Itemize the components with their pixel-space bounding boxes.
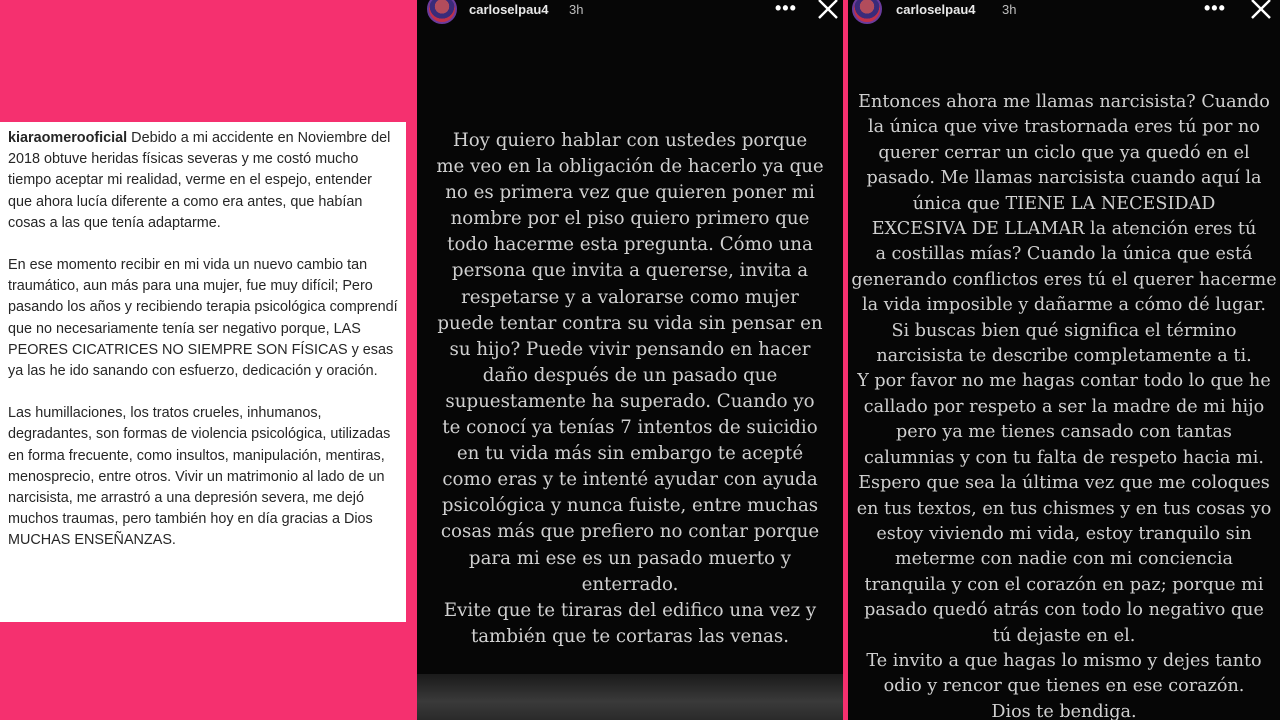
- story-text-line: pasado quedó atrás con todo lo negativo que: [864, 600, 1264, 621]
- story-panel-1: [417, 0, 843, 720]
- story-username[interactable]: carloselpau4: [469, 2, 549, 17]
- story-text-line: no es primera vez que quieren poner mi: [445, 182, 815, 204]
- story-panel-2: [848, 0, 1280, 720]
- story-text-line: Dios te bendiga.: [991, 701, 1137, 720]
- story-text: [417, 128, 843, 650]
- story-text-line: Y por favor no me hagas contar todo lo que he: [857, 371, 1271, 392]
- story-text-line: tranquila y con el corazón en paz; porque mi: [864, 574, 1264, 595]
- story-text-line: cosas más que prefiero no contar porque: [440, 521, 820, 543]
- story-text-line: la única que vive trastornada eres tú por no: [868, 117, 1260, 138]
- avatar[interactable]: [852, 0, 882, 24]
- story-text-line: Hoy quiero hablar con ustedes porque: [452, 130, 808, 151]
- story-text: [848, 90, 1280, 720]
- story-text-line: nombre por el piso quiero primero que: [450, 208, 810, 230]
- story-text-line: Espero que sea la última vez que me coloques: [858, 473, 1270, 494]
- story-header: [848, 0, 1280, 22]
- avatar[interactable]: [427, 0, 457, 24]
- story-text-line: odio y rencor que tienes en ese corazón.: [883, 676, 1245, 697]
- story-text-line: te conocí ya tenías 7 intentos de suicidio: [442, 417, 818, 439]
- story-text-line: como eras y te intenté ayudar con ayuda: [442, 469, 818, 491]
- story-text-line: pero ya me tienes cansado con tantas: [896, 422, 1232, 443]
- story-text-line: la vida imposible y dañarme a cómo dé lugar.: [862, 295, 1266, 316]
- story-text-line: también que te cortaras las venas.: [471, 625, 789, 647]
- story-text-line: supuestamente ha superado. Cuando yo: [445, 390, 815, 412]
- story-header: [417, 0, 843, 22]
- story-text-line: generando conflictos eres tú el querer hacerme: [851, 269, 1277, 290]
- story-text-line: querer cerrar un ciclo que ya quedó en el: [878, 142, 1250, 163]
- story-text-line: tú dejaste en el.: [992, 625, 1136, 646]
- story-text-line: estoy viviendo mi vida, estoy tranquilo sin: [876, 523, 1252, 544]
- story-text-line: daño después de un pasado que: [482, 364, 778, 386]
- story-text-line: callado por respeto a ser la madre de mi hijo: [863, 396, 1265, 417]
- caption-text-1: Debido a mi accidente en Noviembre del 2018 obtuve heridas físicas severas y me costó mucho tiempo aceptar mi realidad, verme en el espejo, entender que ahora lucía diferente a como era antes, que habían cosas a las que tenía adaptarme.: [8, 130, 391, 231]
- story-text-line: todo hacerme esta pregunta. Cómo una: [447, 234, 813, 256]
- story-username[interactable]: carloselpau4: [896, 2, 976, 17]
- story-text-line: psicológica y nunca fuiste, entre muchas: [441, 495, 819, 517]
- story-text-line: me veo en la obligación de hacerlo ya que: [436, 156, 824, 178]
- caption-username[interactable]: kiaraomerooficial: [8, 130, 128, 146]
- story-text-line: Si buscas bien qué significa el término: [891, 320, 1237, 341]
- story-text-line: en tu vida más sin embargo te acepté: [456, 443, 804, 465]
- more-dots-icon[interactable]: •••: [1204, 0, 1226, 18]
- story-text-line: persona que invita a quererse, invita a: [451, 260, 809, 282]
- story-text-line: meterme con nadie con mi conciencia: [894, 549, 1233, 570]
- close-icon[interactable]: [1248, 0, 1274, 22]
- story-text-line: en tus textos, en tus chismes y en tus cosas yo: [856, 498, 1272, 519]
- story-text-line: Te invito a que hagas lo mismo y dejes tanto: [866, 650, 1262, 671]
- instagram-caption-card: [0, 122, 406, 622]
- story-text-line: Entonces ahora me llamas narcisista? Cuando: [858, 92, 1270, 112]
- story-text-line: EXCESIVA DE LLAMAR la atención eres tú: [871, 219, 1257, 240]
- story-text-line: enterrado.: [581, 573, 679, 595]
- story-text-line: calumnias y con tu falta de respeto hacia mi.: [863, 447, 1265, 468]
- story-timestamp: 3h: [569, 2, 584, 17]
- caption-paragraph-1: [8, 128, 398, 234]
- caption-paragraph-3: Las humillaciones, los tratos crueles, inhumanos, degradantes, son formas de violencia psicológica, utilizadas en forma frecuente, como insultos, manipulación, mentiras, menosprecio, entre otros. Vivir un matrimonio al lado de un narcisista, me arrastró a una depresión severa, me dejó muchos traumas, pero también hoy en día gracias a Dios MUCHAS ENSEÑANZAS.: [8, 405, 391, 549]
- story-text-line: narcisista te describe completamente a ti.: [876, 346, 1252, 367]
- story-text-line: a costillas mías? Cuando la única que está: [875, 244, 1253, 265]
- story-text-line: única que TIENE LA NECESIDAD: [912, 193, 1216, 214]
- story-footer: [417, 674, 843, 720]
- story-text-line: Evite que te tiraras del edifico una vez y: [443, 599, 817, 621]
- story-text-line: puede tentar contra su vida sin pensar en: [437, 312, 823, 334]
- story-timestamp: 3h: [1002, 2, 1017, 17]
- close-icon[interactable]: [815, 0, 841, 22]
- story-text-line: para mi ese es un pasado muerto y: [468, 547, 792, 569]
- caption-paragraph-2: En ese momento recibir en mi vida un nuevo cambio tan traumático, aun más para una mujer, fue muy difícil; Pero pasando los años y recibiendo terapia psicológica comprendí que no necesariamente tenía ser negativo porque, LAS PEORES CICATRICES NO SIEMPRE SON FÍSICAS y esas ya las he ido sanando con esfuerzo, dedicación y oración.: [8, 257, 398, 380]
- story-text-line: respetarse y a valorarse como mujer: [461, 286, 799, 308]
- story-text-line: pasado. Me llamas narcisista cuando aquí la: [866, 168, 1262, 189]
- story-text-line: su hijo? Puede vivir pensando en hacer: [449, 338, 811, 360]
- more-dots-icon[interactable]: •••: [775, 0, 797, 18]
